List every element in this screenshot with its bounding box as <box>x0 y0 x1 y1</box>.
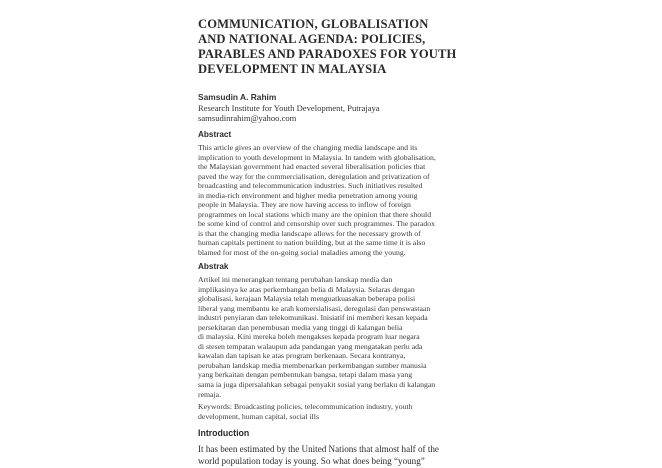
keywords-line: development, human capital, social ills <box>198 411 319 421</box>
abstrak-heading: Abstrak <box>198 262 229 271</box>
abstract-line: people in Malaysia. They are now having access to inflow of foreign <box>198 200 411 210</box>
abstrak-line: kawalan dan tapisan ke atas program berkenaan. Secara kontranya, <box>198 351 406 361</box>
introduction-heading: Introduction <box>198 428 250 438</box>
abstract-line: implication to youth development in Malaysia. In tandem with globalisation, <box>198 152 436 162</box>
abstract-line: be some kind of control and censorship over such programmes. The paradox <box>198 219 436 229</box>
abstrak-line: Artikel ini menerangkan tentang perubahan lanskap media dan <box>198 275 393 284</box>
abstrak-text <box>198 275 484 399</box>
title-line: COMMUNICATION, GLOBALISATION <box>198 17 429 31</box>
abstrak-line: di malaysia. Kini mereka boleh mengakses kepada program luar negara <box>198 332 420 342</box>
author-email: samsudinrahim@yahoo.com <box>198 113 297 123</box>
introduction-line: world population today is young. So what does being “young” <box>198 455 425 466</box>
abstrak-line: yang berkaitan dengan pembentukan bangsa, tetapi dalam masa yang <box>198 370 413 380</box>
abstract-line: This article gives an overview of the changing media landscape and its <box>198 143 418 152</box>
abstract-line: broadcasting and telecommunication industries. Such initiatives resulted <box>198 181 423 191</box>
author-block <box>198 92 478 124</box>
title-line: AND NATIONAL AGENDA: POLICIES, <box>198 32 426 46</box>
introduction-line: It has been estimated by the United Nations that almost half of the <box>198 444 439 454</box>
title-line: DEVELOPMENT IN MALAYSIA <box>198 62 387 76</box>
abstrak-line: liberal yang membantu ke arah komersialisasi, deregulasi dan penswastaan <box>198 303 431 313</box>
abstrak-line: implikasinya ke atas perkembangan belia di Malaysia. Selaras dengan <box>198 284 415 294</box>
abstrak-line: persekitaran dan penembusan media yang tinggi di kalangan belia <box>198 322 403 332</box>
introduction-text <box>198 444 484 467</box>
abstrak-line: remaja. <box>198 389 222 399</box>
abstract-line: the Malaysian government had enacted several liberalisation policies that <box>198 162 426 172</box>
abstract-line: blamed for most of the on-going social maladies among the young. <box>198 248 406 258</box>
author-name: Samsudin A. Rahim <box>198 92 277 102</box>
title-line: PARABLES AND PARADOXES FOR YOUTH <box>198 47 457 61</box>
abstract-line: is that the changing media landscape allows for the necessary growth of <box>198 228 421 238</box>
author-affiliation: Research Institute for Youth Development, Putrajaya <box>198 102 380 113</box>
abstract-line: programmes on local stations which many are the opinion that there should <box>198 209 432 219</box>
abstract-line: human capitals pertinent to nation building, but at the same time it is also <box>198 238 426 248</box>
abstract-text <box>198 143 484 258</box>
abstract-line: in media-rich environment and higher media penetration among young <box>198 190 418 200</box>
abstrak-line: sama ia juga dipersalahkan sebagai penyakit sosial yang berlaku di kalangan <box>198 380 436 390</box>
abstrak-line: industri penyiaran dan telekomunikasi. Inisiatif ini memberi kesan kepada <box>198 313 428 323</box>
paper-title <box>198 17 488 77</box>
abstract-line: paved the way for the commercialisation, deregulation and privatization of <box>198 171 430 181</box>
keywords-text <box>198 402 484 421</box>
abstrak-line: di stesen tempatan walaupun ada pandangan yang mengatakan perlu ada <box>198 341 423 351</box>
abstrak-line: globalisasi, kerajaan Malaysia telah menguatkuasakan beberapa polisi <box>198 294 416 304</box>
keywords-line: Keywords: Broadcasting policies, telecommunication industry, youth <box>198 402 413 411</box>
abstrak-line: perubahan landskap media membenarkan perkembangan sumber manusia <box>198 360 427 370</box>
abstract-heading: Abstract <box>198 130 232 139</box>
